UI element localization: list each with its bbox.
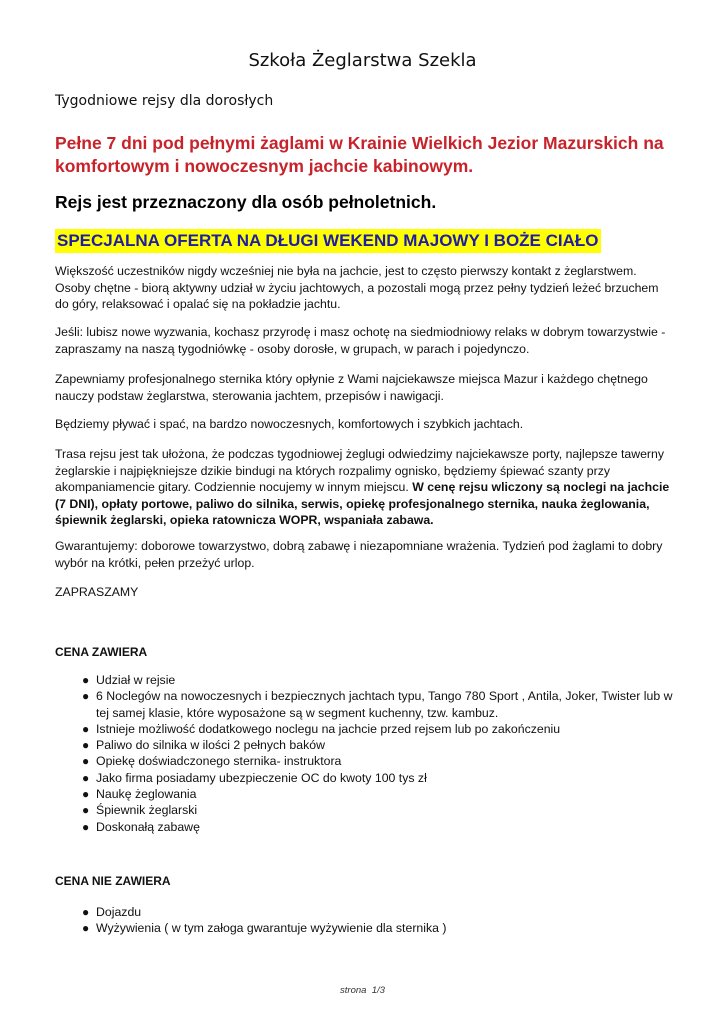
subheadline: Rejs jest przeznaczony dla osób pełnoletnich. [55,192,437,212]
paragraph-intro: Większość uczestników nigdy wcześniej nie była na jachcie, jest to często pierwszy kontakt z żeglarstwem. Osoby chętne - biorą aktywny udział w życiu jachtowych, a pozostali mogą przez pełny tydzień leżeć brzuchem do góry, relaksować i opalać się na pokładzie jachtu. [55,264,659,311]
paragraph-welcome: ZAPRASZAMY [55,585,139,599]
list-item: ● Śpiewnik żeglarski [82,803,198,818]
bullet-dot-icon: ● [82,921,90,936]
list-item: ● Jako firma posiadamy ubezpieczenie OC do kwoty 100 tys zł [82,770,427,785]
bullet-dot-icon: ● [82,803,90,818]
bullet-dot-icon: ● [82,673,90,687]
bullet-dot-icon: ● [82,754,90,769]
price-includes-text: W cenę rejsu wliczony są noclegi na jachcie (7 DNI), opłaty portowe, paliwo do silnika, serwis, opiekę profesjonalnego sternika, nauka żeglowania, śpiewnik żeglarski, opieka ratownicza WOPR, wspaniała zabawa. [55,480,670,527]
list-item: ● Istnieje możliwość dodatkowego noclegu na jachcie przed rejsem lub po zakończeniu [82,721,561,736]
list-item: ● Udział w rejsie [82,673,176,687]
list-item: ● 6 Noclegów na nowoczesnych i bezpiecznych jachtach typu, Tango 780 Sport , Antila, Joker, Twister lub w tej samej klasie, które wyposażone są w segment kuchenny, tzw. kambuz. [82,689,673,720]
page-subtitle: Tygodniowe rejsy dla dorosłych [55,93,274,109]
route-text: Trasa rejsu jest tak ułożona, że podczas tygodniowej żeglugi odwiedzimy najciekawsze porty, najlepsze tawerny żeglarskie i najpiękniejsze dzikie bindugi na których rozpalimy ognisko, będziemy śpiewać szanty przy akompaniamencie gitary. Codziennie nocujemy w innym miejscu. [55,447,665,494]
list-item: ● Doskonałą zabawę [82,819,200,834]
paragraph-skipper: Zapewniamy profesjonalnego sternika który opłynie z Wami najciekawsze miejsca Mazur i każdego chętnego nauczy podstaw żeglarstwa, sterowania jachtem, przepisów i nawigacji. [55,372,648,403]
excluded-heading: CENA NIE ZAWIERA [55,874,171,888]
list-item: ● Dojazdu [82,905,142,919]
bullet-dot-icon: ● [82,905,90,919]
list-item: ● Naukę żeglowania [82,787,197,802]
page-label: strona [340,985,367,996]
paragraph-yachts: Będziemy pływać i spać, na bardzo nowoczesnych, komfortowych i szybkich jachtach. [55,417,524,431]
list-item: ● Paliwo do silnika w ilości 2 pełnych baków [82,738,325,753]
bullet-dot-icon: ● [82,689,90,704]
bullet-dot-icon: ● [82,787,90,802]
bullet-dot-icon: ● [82,721,90,736]
page-title: Szkoła Żeglarstwa Szekla [248,50,477,71]
special-offer-banner: SPECJALNA OFERTA NA DŁUGI WEKEND MAJOWY I BOŻE CIAŁO [55,229,601,253]
list-item: ● Wyżywienia ( w tym załoga gwarantuje wyżywienie dla sternika ) [82,921,447,936]
paragraph-route [55,446,670,529]
list-item: ● Opiekę doświadczonego sternika- instruktora [82,754,342,769]
included-list [55,672,675,835]
page-footer [0,985,725,996]
paragraph-invitation: Jeśli: lubisz nowe wyzwania, kochasz przyrodę i masz ochotę na siedmiodniowy relaks w dobrym towarzystwie - zapraszamy na naszą tygodniówkę - osoby dorosłe, w grupach, w parach i pojedynczo. [55,325,666,356]
bullet-dot-icon: ● [82,819,90,834]
bullet-dot-icon: ● [82,738,90,753]
bullet-dot-icon: ● [82,770,90,785]
page-number: 1/3 [371,985,385,996]
headline: Pełne 7 dni pod pełnymi żaglami w Krainie Wielkich Jezior Mazurskich na komfortowym i nowoczesnym jachcie kabinowym. [55,133,664,176]
excluded-list [55,904,675,937]
included-heading: CENA ZAWIERA [55,645,148,659]
paragraph-guarantee: Gwarantujemy: doborowe towarzystwo, dobrą zabawę i niezapomniane wrażenia. Tydzień pod żaglami to dobry wybór na krótki, pełen przeżyć urlop. [55,539,663,570]
